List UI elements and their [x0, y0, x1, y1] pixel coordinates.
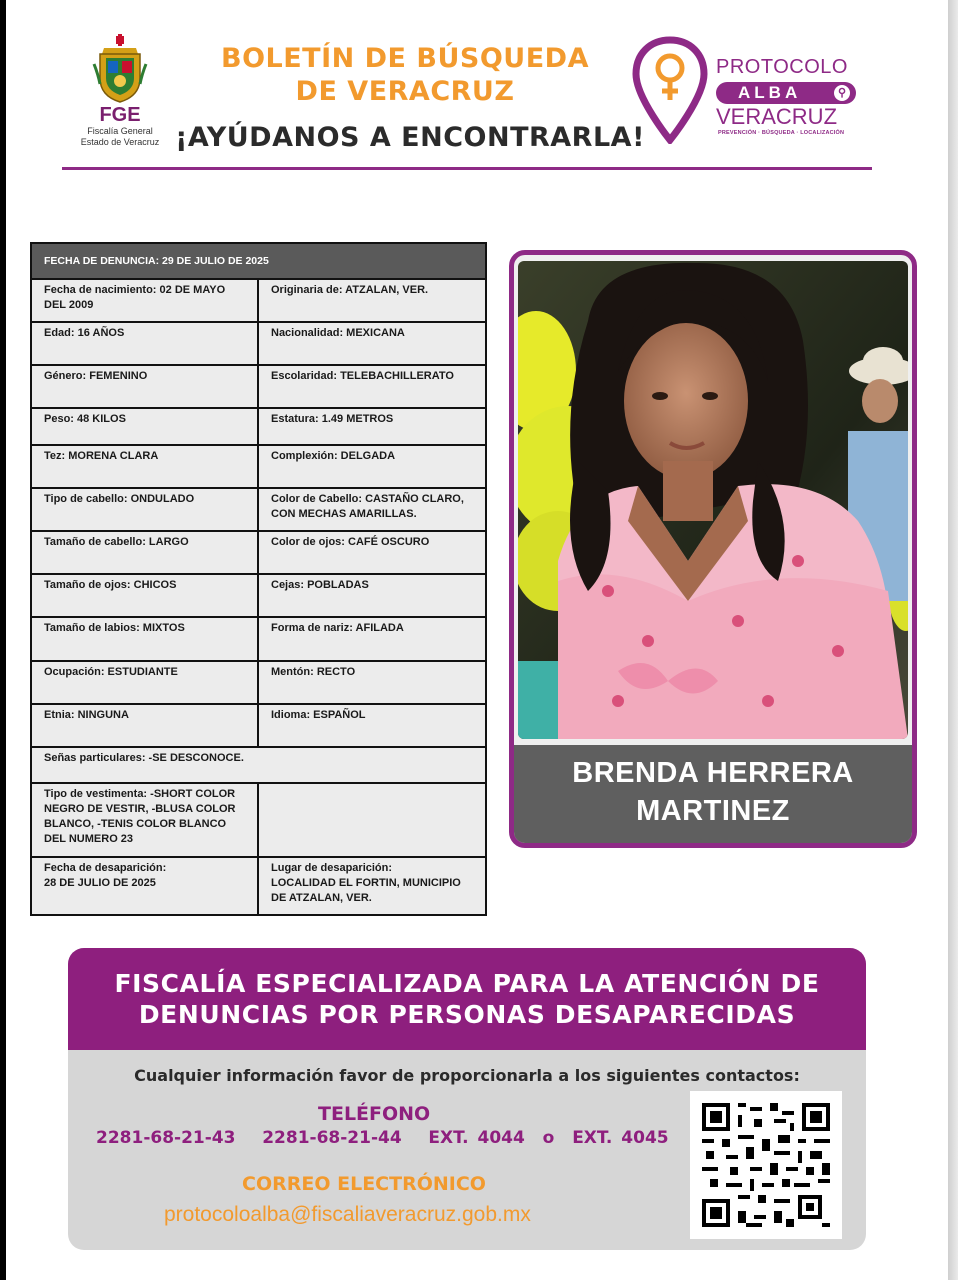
bulletin-title-line1: BOLETÍN DE BÚSQUEDA [221, 43, 589, 74]
missing-person-name [514, 745, 912, 843]
missing-person-photo [518, 261, 908, 739]
location-pin-female-icon [632, 36, 708, 144]
agency-line2: DENUNCIAS POR PERSONAS DESAPARECIDAS [138, 1000, 796, 1029]
birth-date-cell: Fecha de nacimiento: 02 DE MAYO DEL 2009 [31, 279, 258, 322]
fge-subtitle-line2: Estado de Veracruz [80, 137, 160, 147]
name-line2: MARTINEZ [636, 795, 790, 827]
bulletin-title [190, 42, 620, 108]
gender-cell: Género: FEMENINO [31, 365, 258, 408]
origin-cell: Originaria de: ATZALAN, VER. [258, 279, 486, 322]
search-icon: ⚲ [834, 85, 850, 101]
hair-color-cell: Color de Cabello: CASTAÑO CLARO, CON MECHAS AMARILLAS. [258, 488, 486, 531]
nose-shape-cell: Forma de nariz: AFILADA [258, 617, 486, 661]
phone-numbers: 2281-68-21-43 2281-68-21-44 EXT. 4044 o EXT. 4045 [96, 1128, 669, 1148]
alba-name: ALBA [738, 83, 802, 102]
disappearance-date-label: Fecha de desaparición: [44, 862, 167, 874]
hair-length-cell: Tamaño de cabello: LARGO [31, 531, 258, 574]
contact-section [68, 948, 866, 1250]
disappearance-date-cell [31, 857, 258, 915]
protocolo-alba-logo [632, 36, 872, 146]
eyebrows-cell: Cejas: POBLADAS [258, 574, 486, 617]
chin-cell: Mentón: RECTO [258, 661, 486, 704]
schooling-cell: Escolaridad: TELEBACHILLERATO [258, 365, 486, 408]
alba-protocolo-text: PROTOCOLO [716, 56, 848, 78]
eye-size-cell: Tamaño de ojos: CHICOS [31, 574, 258, 617]
hair-type-cell: Tipo de cabello: ONDULADO [31, 488, 258, 531]
clothing-empty-cell [258, 783, 486, 857]
weight-cell: Peso: 48 KILOS [31, 408, 258, 445]
qr-code [690, 1091, 842, 1239]
name-line1: BRENDA HERRERA [572, 757, 854, 789]
nationality-cell: Nacionalidad: MEXICANA [258, 322, 486, 365]
missing-person-data-table [30, 242, 487, 916]
ethnicity-cell: Etnia: NINGUNA [31, 704, 258, 747]
email-address: protocoloalba@fiscaliaveracruz.gob.mx [164, 1203, 531, 1226]
disappearance-place-label: Lugar de desaparición: [271, 862, 393, 874]
occupation-cell: Ocupación: ESTUDIANTE [31, 661, 258, 704]
alba-pill [716, 82, 856, 104]
report-date-cell: FECHA DE DENUNCIA: 29 DE JULIO DE 2025 [31, 243, 486, 279]
contact-intro: Cualquier información favor de proporcionarla a los siguientes contactos: [134, 1066, 800, 1085]
fge-subtitle-line1: Fiscalía General [87, 126, 153, 136]
agency-banner [68, 948, 866, 1050]
disappearance-place-value: LOCALIDAD EL FORTIN, MUNICIPIO DE ATZALAN, VER. [271, 877, 461, 904]
right-border [948, 0, 958, 1280]
email-label: CORREO ELECTRÓNICO [242, 1173, 486, 1195]
bulletin-title-line2: DE VERACRUZ [295, 76, 515, 107]
lip-size-cell: Tamaño de labios: MIXTOS [31, 617, 258, 661]
alba-veracruz-text: VERACRUZ [716, 104, 838, 129]
qr-code-icon [698, 1099, 834, 1231]
fge-logo [60, 34, 180, 158]
distinguishing-marks-cell: Señas particulares: -SE DESCONOCE. [31, 747, 486, 783]
phone-label: TELÉFONO [318, 1103, 431, 1125]
build-cell: Complexión: DELGADA [258, 445, 486, 488]
photo-card [509, 250, 917, 848]
skin-tone-cell: Tez: MORENA CLARA [31, 445, 258, 488]
fge-abbreviation: FGE [99, 104, 141, 126]
height-cell: Estatura: 1.49 METROS [258, 408, 486, 445]
agency-line1: FISCALÍA ESPECIALIZADA PARA LA ATENCIÓN DE [114, 969, 820, 998]
help-us-find-her-heading: ¡AYÚDANOS A ENCONTRARLA! [175, 122, 645, 153]
clothing-cell: Tipo de vestimenta: -SHORT COLOR NEGRO DE VESTIR, -BLUSA COLOR BLANCO, -TENIS COLOR BLANCO DEL NUMERO 23 [31, 783, 258, 857]
eye-color-cell: Color de ojos: CAFÉ OSCURO [258, 531, 486, 574]
language-cell: Idioma: ESPAÑOL [258, 704, 486, 747]
disappearance-date-value: 28 DE JULIO DE 2025 [44, 877, 156, 889]
portrait-illustration [518, 261, 908, 739]
veracruz-coat-of-arms-icon [90, 34, 150, 104]
alba-tagline: PREVENCIÓN · BÚSQUEDA · LOCALIZACIÓN [718, 130, 845, 136]
left-border [0, 0, 6, 1280]
disappearance-place-cell [258, 857, 486, 915]
header-divider [62, 167, 872, 170]
age-cell: Edad: 16 AÑOS [31, 322, 258, 365]
